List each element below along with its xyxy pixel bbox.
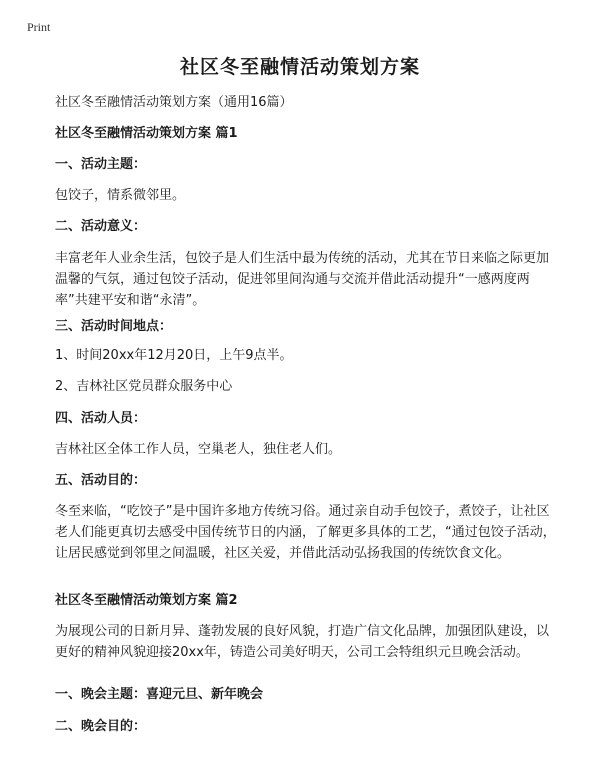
heading-activity-meaning: 二、活动意义： [55, 219, 147, 234]
text-activity-time: 1、时间20xx年12月20日，上午9点半。 [55, 348, 293, 363]
heading-activity-time-place: 三、活动时间地点： [55, 319, 173, 334]
text-party-theme: 一、晚会主题：喜迎元旦、新年晚会 [55, 687, 264, 702]
print-label: Print [27, 20, 51, 34]
document-title: 社区冬至融情活动策划方案 [179, 56, 420, 78]
text-activity-people: 吉林社区全体工作人员，空巢老人，独住老人们。 [55, 442, 342, 457]
text-activity-theme: 包饺子，情系微邻里。 [55, 188, 186, 203]
text-activity-place: 2、吉林社区党员群众服务中心 [55, 379, 233, 394]
section-heading-part1: 社区冬至融情活动策划方案 篇1 [55, 126, 238, 141]
heading-activity-theme: 一、活动主题： [55, 157, 147, 172]
text-activity-meaning: 丰富老年人业余生活，包饺子是人们生活中最为传统的活动，尤其在节日来临之际更加温馨的气氛，通过包饺子活动，促进邻里间沟通与交流并借此活动提升“一感两度两率”共建平安和谐“永清”。 [55, 251, 550, 308]
document-subtitle: 社区冬至融情活动策划方案（通用16篇） [55, 95, 293, 110]
text-part2-intro: 为展现公司的日新月异、蓬勃发展的良好风貌，打造广信文化品牌，加强团队建设，以更好的精神风貌迎接20xx年，铸造公司美好明天，公司工会特组织元旦晚会活动。 [55, 624, 550, 660]
heading-activity-people: 四、活动人员： [55, 411, 147, 426]
section-heading-part2: 社区冬至融情活动策划方案 篇2 [55, 593, 238, 608]
heading-activity-purpose: 五、活动目的： [55, 473, 147, 488]
text-activity-purpose: 冬至来临，“吃饺子”是中国许多地方传统习俗。通过亲自动手包饺子，煮饺子，让社区老人们能更真切去感受中国传统节日的内涵，了解更多具体的工艺，“通过包饺子活动，让居民感觉到邻里之间温暖，社区关爱，并借此活动弘扬我国的传统饮食文化。 [55, 504, 556, 561]
heading-party-purpose: 二、晚会目的： [55, 719, 147, 734]
